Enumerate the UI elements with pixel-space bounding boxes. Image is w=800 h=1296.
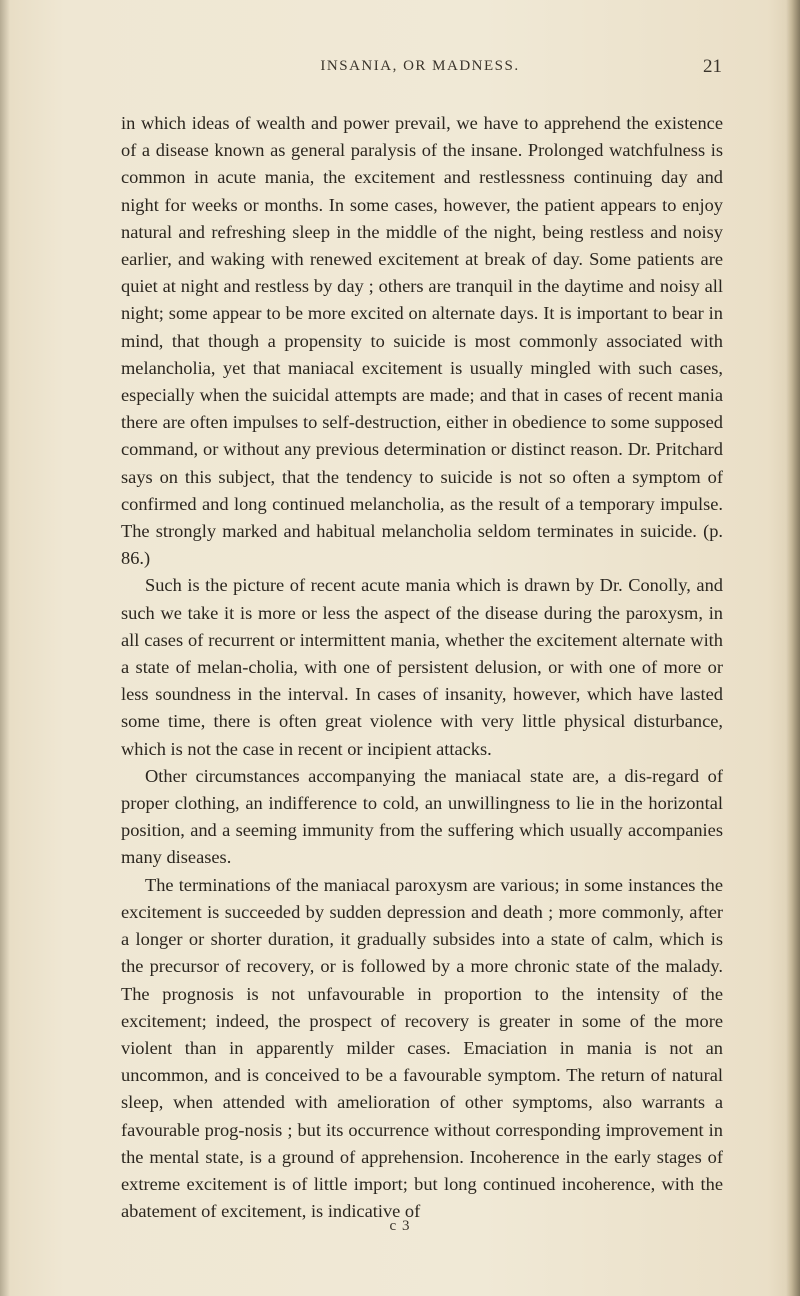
signature-mark: c 3 xyxy=(389,1218,411,1234)
page-number: 21 xyxy=(703,56,722,77)
page-edge-shadow xyxy=(786,0,800,1296)
page-header xyxy=(118,58,722,88)
paragraph: in which ideas of wealth and power prevail, we have to apprehend the existence of a disease known as general paralysis of the insane. Prolonged watchfulness is common in acute mania, the excitement and restlessness continuing day and night for weeks or months. In some cases, however, the patient appears to enjoy natural and refreshing sleep in the middle of the night, being restless and noisy earlier, and waking with renewed excitement at break of day. Some patients are quiet at night and restless by day ; others are tranquil in the daytime and noisy all night; some appear to be more excited on alternate days. It is important to bear in mind, that though a propensity to suicide is most commonly associated with melancholia, yet that maniacal excitement is usually mingled with such cases, especially when the suicidal attempts are made; and that in cases of recent mania there are often impulses to self-destruction, either in obedience to some supposed command, or without any previous determination or distinct reason. Dr. Pritchard says on this subject, that the tendency to suicide is not so often a symptom of confirmed and long continued melancholia, as the result of a temporary impulse. The strongly marked and habitual melancholia seldom terminates in suicide. (p. 86.) xyxy=(121,113,723,569)
body-text xyxy=(121,110,723,1225)
paragraph: Other circumstances accompanying the maniacal state are, a dis-regard of proper clothing, an indifference to cold, an unwillingness to lie in the horizontal position, and a seeming immunity from the suffering which usually accompanies many diseases. xyxy=(121,765,723,868)
paragraph: Such is the picture of recent acute mania which is drawn by Dr. Conolly, and such we take it is more or less the aspect of the disease during the paroxysm, in all cases of recurrent or intermittent mania, whether the excitement alternate with a state of melan-cholia, with one of persistent delusion, or with one of more or less soundness in the interval. In cases of insanity, however, which have lasted some time, there is often great violence with very little physical disturbance, which is not the case in recent or incipient attacks. xyxy=(121,575,723,759)
page-gutter-shadow xyxy=(0,0,10,1296)
running-title: INSANIA, OR MADNESS. xyxy=(320,58,520,74)
paragraph: The terminations of the maniacal paroxysm are various; in some instances the excitement is succeeded by sudden depression and death ; more commonly, after a longer or shorter duration, it gradually subsides into a state of calm, which is the precursor of recovery, or is followed by a more chronic state of the malady. The prognosis is not unfavourable in proportion to the intensity of the excitement; indeed, the prospect of recovery is greater in some of the more violent than in apparently milder cases. Emaciation in mania is not an uncommon, and is conceived to be a favourable symptom. The return of natural sleep, when attended with amelioration of other symptoms, also warrants a favourable prog-nosis ; but its occurrence without corresponding improvement in the mental state, is a ground of apprehension. Incoherence in the early stages of extreme excitement is of little import; but long continued incoherence, with the abatement of excitement, is indicative of xyxy=(121,874,723,1222)
